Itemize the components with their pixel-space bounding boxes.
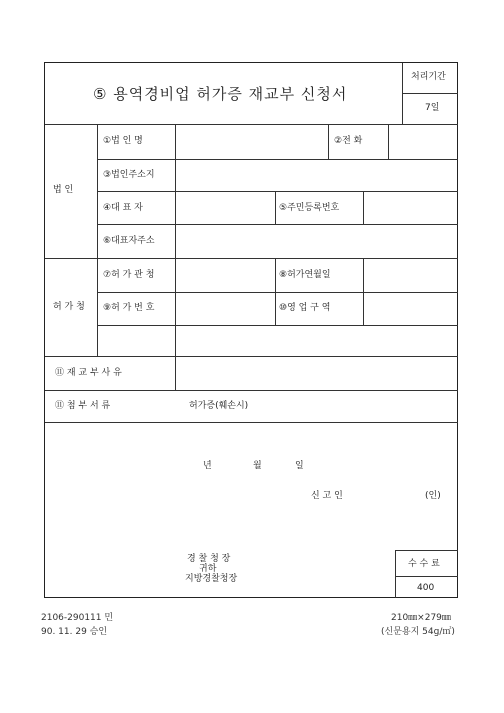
corporation-address-label: ③법인주소지 [103,170,155,180]
processing-period-value: 7일 [425,103,440,113]
addressee-line3: 지방경찰청장 [185,574,238,584]
year-label: 년 [203,461,212,471]
divider [328,124,329,159]
permit-section-label: 허 가 청 [53,302,85,312]
form-code: 2106-290111 민 [41,613,114,623]
divider [97,224,458,225]
phone-label: ②전 화 [334,136,363,146]
divider [175,124,176,390]
permit-date-label: ⑧허가연월일 [279,270,331,280]
divider [402,93,458,94]
corporation-section-label: 법 인 [53,185,74,195]
divider [388,124,389,159]
processing-period-label: 처리기간 [411,72,446,82]
divider [275,258,276,325]
divider [363,191,364,224]
permit-office-label: ⑦허 가 관 청 [103,270,155,280]
attachments-label: ⑪ 첨 부 서 류 [55,401,111,411]
representative-address-label: ⑥대표자주소 [103,236,155,246]
fee-label: 수 수 료 [408,559,440,569]
representative-label: ④대 표 자 [103,203,143,213]
attachments-value: 허가증(훼손시) [189,401,249,411]
addressee-line1: 경 찰 청 장 [187,554,231,564]
divider [97,325,458,326]
business-area-label: ⑩영 업 구 역 [279,303,331,313]
paper-size: 210㎜×279㎜ [391,613,451,623]
reissue-reason-label: ⑪ 재 교 부 사 유 [55,368,122,378]
divider [395,550,396,598]
divider [45,124,458,125]
form-title: ⑤ 용역경비업 허가증 재교부 신청서 [93,85,348,103]
fee-value: 400 [417,583,435,593]
divider [97,124,98,356]
divider [275,191,276,224]
divider [45,390,458,391]
paper-type: (신문용지 54g/㎡) [381,627,455,637]
divider [97,191,458,192]
divider [363,258,364,325]
divider [97,292,458,293]
resident-number-label: ⑤주민등록번호 [279,203,340,213]
month-label: 월 [253,461,262,471]
divider [97,159,458,160]
divider [45,422,458,423]
permit-number-label: ⑨허 가 번 호 [103,303,155,313]
seal-mark: (인) [425,491,441,501]
applicant-label: 신 고 인 [311,491,343,501]
divider [395,576,458,577]
divider [395,550,458,551]
divider [45,356,458,357]
divider [45,258,458,259]
approval-date: 90. 11. 29 승인 [41,627,108,637]
addressee-line2: 귀하 [199,564,217,574]
application-form [44,62,458,598]
corporation-name-label: ①법 인 명 [103,136,143,146]
day-label: 일 [295,461,304,471]
